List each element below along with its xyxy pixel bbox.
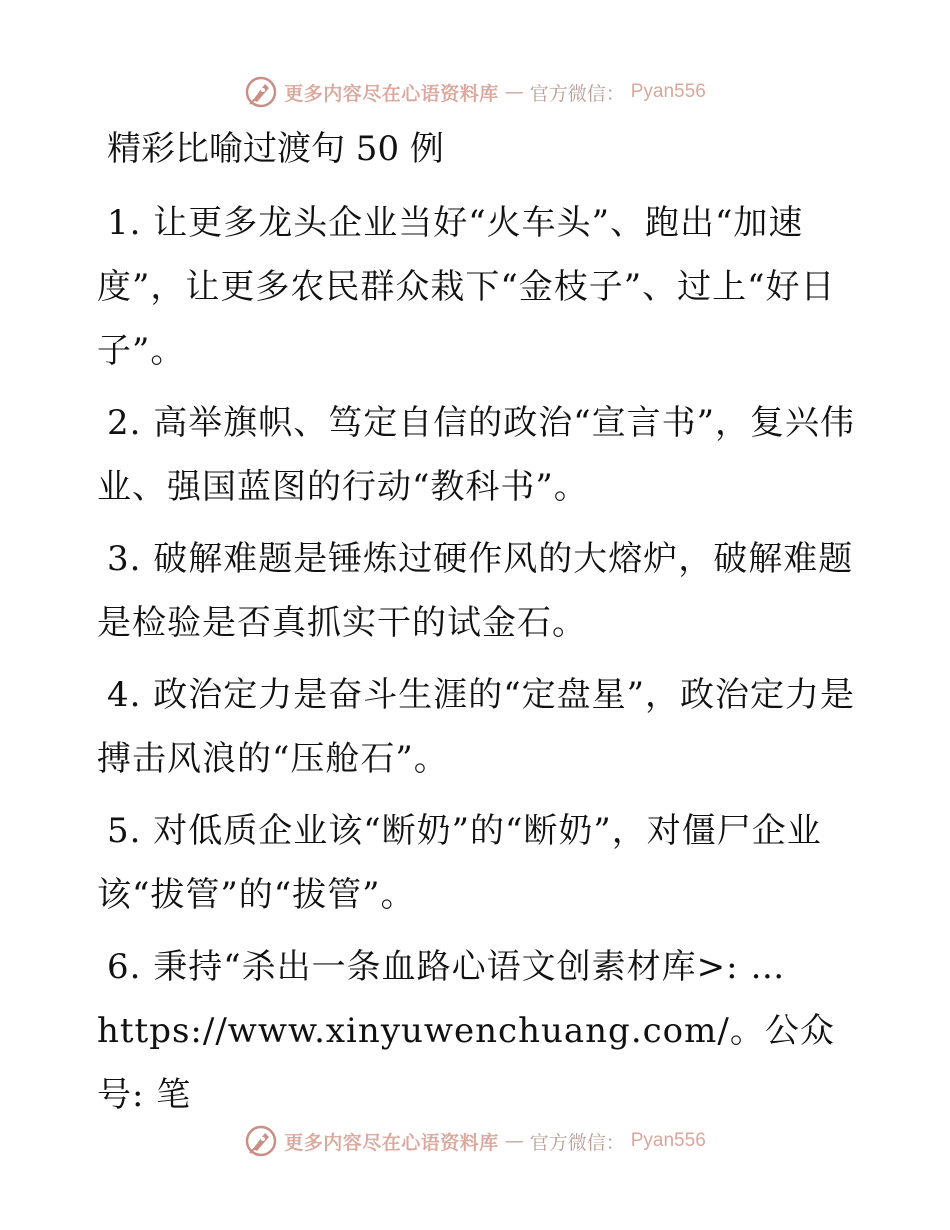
paragraph-3: 3. 破解难题是锤炼过硬作风的大熔炉，破解难题是检验是否真抓实干的试金石。 — [97, 539, 854, 643]
paragraph-5: 5. 对低质企业该“断奶”的“断奶”，对僵尸企业该“拔管”的“拔管”。 — [97, 811, 822, 915]
watermark-wechat-id: Pyan556 — [630, 1130, 706, 1151]
paragraph-2: 2. 高举旗帜、笃定自信的政治“宣言书”，复兴伟业、强国蓝图的行动“教科书”。 — [97, 403, 856, 507]
footer-watermark — [0, 1121, 950, 1161]
watermark-separator: — — [504, 1130, 524, 1152]
document-body — [97, 125, 857, 1135]
document-title: 精彩比喻过渡句 50 例 — [107, 129, 444, 169]
paragraph-1: 1. 让更多龙头企业当好“火车头”、跑出“加速度”，让更多农民群众栽下“金枝子”、过上“好日子”。 — [97, 203, 836, 371]
paragraph-4: 4. 政治定力是奋斗生涯的“定盘星”，政治定力是搏击风浪的“压舱石”。 — [97, 675, 856, 779]
watermark-official-label: 官方微信： — [529, 82, 625, 105]
pen-nib-logo-icon — [244, 1124, 278, 1158]
watermark-main-text: 更多内容尽在心语资料库 — [284, 1131, 499, 1154]
paragraph-6: 6. 秉持“杀出一条血路心语文创素材库>: … https://www.xinyuwenchuang.com/。公众号: 笔 — [97, 947, 835, 1115]
header-watermark — [0, 72, 950, 112]
watermark-wechat-id: Pyan556 — [630, 81, 706, 102]
watermark-official-label: 官方微信： — [529, 1131, 625, 1154]
pen-nib-logo-icon — [244, 75, 278, 109]
watermark-main-text: 更多内容尽在心语资料库 — [284, 82, 499, 105]
watermark-separator: — — [504, 81, 524, 103]
